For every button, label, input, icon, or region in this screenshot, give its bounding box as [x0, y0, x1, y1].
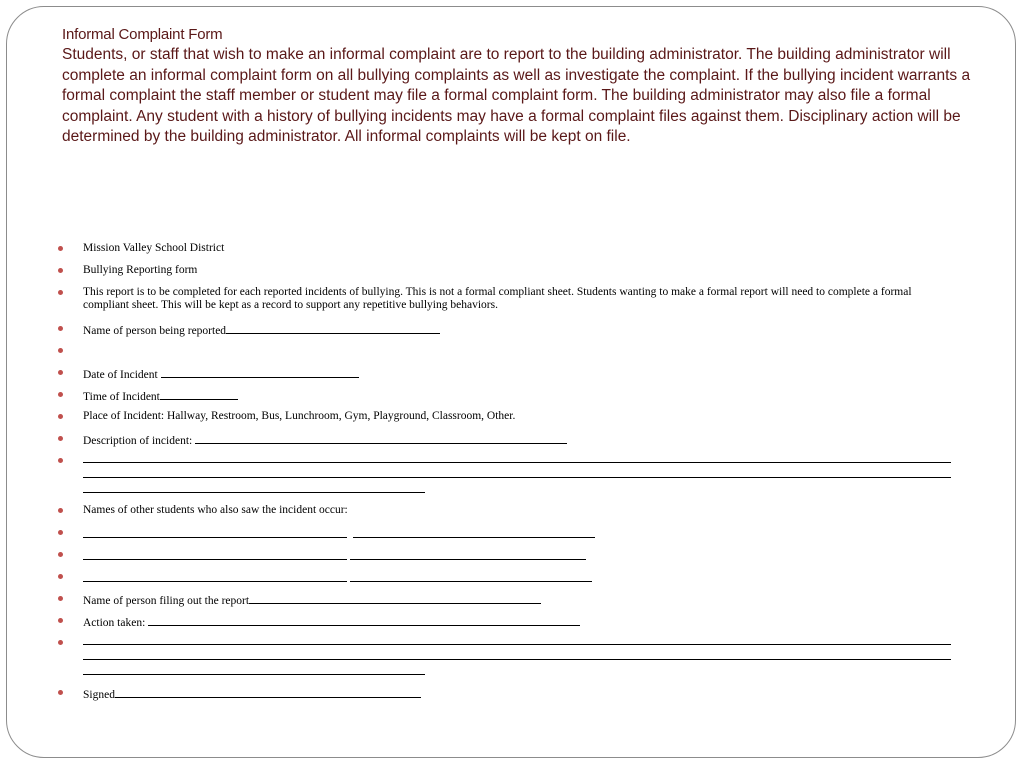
- date-label: Date of Incident: [83, 369, 161, 381]
- witness-field-2[interactable]: [353, 526, 595, 538]
- description-line-2[interactable]: [83, 463, 951, 478]
- description-field[interactable]: [195, 432, 567, 444]
- empty-item: [55, 344, 955, 366]
- action-item: [55, 614, 955, 636]
- page-title: Informal Complaint Form: [62, 26, 223, 43]
- description-label: Description of incident:: [83, 435, 196, 447]
- action-line-1[interactable]: [83, 636, 951, 645]
- person-reported-field[interactable]: [226, 322, 440, 334]
- description-line-3[interactable]: [83, 478, 425, 493]
- time-field[interactable]: [160, 388, 238, 400]
- witness-field-5[interactable]: [83, 570, 347, 582]
- action-line-3[interactable]: [83, 660, 425, 675]
- witness-field-6[interactable]: [350, 570, 592, 582]
- date-item: [55, 366, 955, 388]
- action-field[interactable]: [148, 614, 580, 626]
- action-lines-item: [55, 636, 955, 686]
- filer-label: Name of person filing out the report: [83, 595, 250, 607]
- description-lines-item: [55, 454, 955, 504]
- time-item: [55, 388, 955, 410]
- slide-header: [62, 25, 972, 148]
- witness-field-3[interactable]: [83, 548, 347, 560]
- district-name: Mission Valley School District: [83, 242, 225, 254]
- witness-field-1[interactable]: [83, 526, 347, 538]
- form-instructions: This report is to be completed for each reported incidents of bullying. This is not a formal compliant sheet. Students wanting to make a formal report will need to complete a formal compliant sheet. This will be kept as a record to support any repetitive bullying behaviors.: [83, 286, 912, 311]
- person-reported-item: [55, 322, 955, 344]
- witness-lines-row: [55, 526, 955, 548]
- date-field[interactable]: [161, 366, 359, 378]
- district-item: [55, 242, 955, 264]
- witness-lines-row: [55, 570, 955, 592]
- witnesses-item: [55, 504, 955, 526]
- place-label: Place of Incident: Hallway, Restroom, Bus, Lunchroom, Gym, Playground, Classroom, Other.: [83, 410, 516, 422]
- signature-field[interactable]: [115, 686, 421, 698]
- person-reported-label: Name of person being reported: [83, 325, 227, 337]
- time-label: Time of Incident: [83, 391, 160, 403]
- action-line-2[interactable]: [83, 645, 951, 660]
- form-title: Bullying Reporting form: [83, 264, 198, 276]
- instructions-item: [55, 286, 955, 322]
- form-title-item: [55, 264, 955, 286]
- place-item: [55, 410, 955, 432]
- signed-label: Signed: [83, 689, 115, 701]
- action-label: Action taken:: [83, 617, 149, 629]
- description-item: [55, 432, 955, 454]
- signed-item: [55, 686, 955, 708]
- intro-paragraph: Students, or staff that wish to make an informal complaint are to report to the building administrator. The building administrator will complete an informal complaint form on all bullying complaints as well as investigate the complaint. If the bullying incident warrants a formal complaint the staff member or student may file a formal complaint form. The building administrator may also file a formal complaint. Any student with a history of bullying incidents may have a formal complaint files against them. Disciplinary action will be determined by the building administrator. All informal complaints will be kept on file.: [62, 46, 971, 146]
- description-line-1[interactable]: [83, 454, 951, 463]
- witness-field-4[interactable]: [350, 548, 586, 560]
- bullying-report-form: [55, 242, 955, 708]
- witnesses-label: Names of other students who also saw the incident occur:: [83, 504, 348, 516]
- witness-lines-row: [55, 548, 955, 570]
- filer-field[interactable]: [249, 592, 541, 604]
- filer-item: [55, 592, 955, 614]
